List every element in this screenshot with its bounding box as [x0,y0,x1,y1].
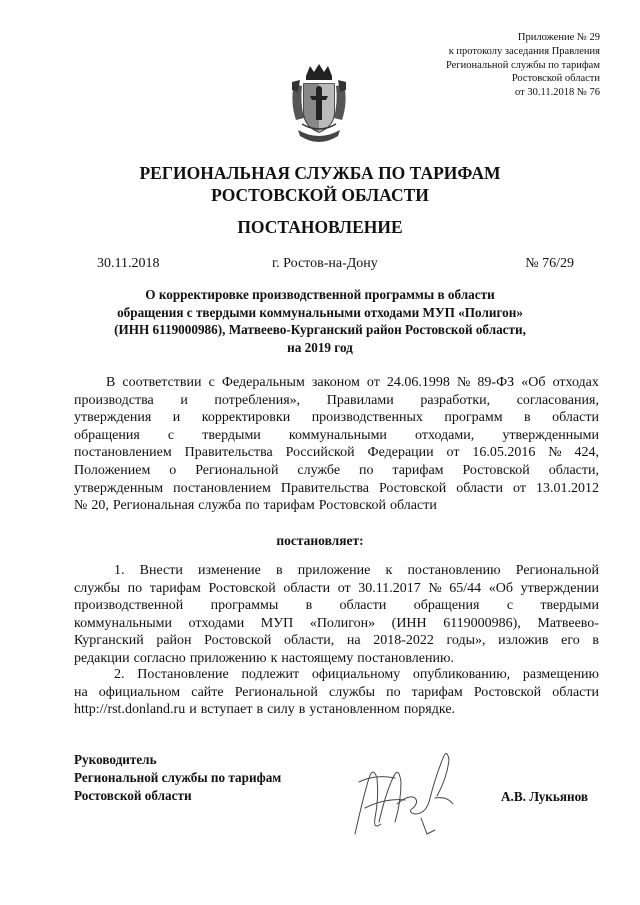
paragraph-line: обращения с твердыми коммунальными отходами, утвержденными [74,427,599,443]
document-number: № 76/29 [525,256,574,271]
agency-name [0,162,640,206]
appendix-line: Региональной службы по тарифам [445,59,600,71]
paragraph-line: службы по тарифам Ростовской области от 30.11.2017 № 65/44 «Об утверждении [74,580,599,596]
document-type: ПОСТАНОВЛЕНИЕ [237,217,403,237]
paragraph-line: 2. Постановление подлежит официальному опубликованию, размещению [114,667,599,682]
paragraph-line: редакции согласно приложению к настоящему постановлению. [74,650,454,666]
subject-line: О корректировке производственной программы в области [145,287,495,302]
appendix-note [320,31,600,100]
paragraph-line: коммунальными отходами МУП «Полигон» (ИНН 6119000986), Матвеево- [74,615,599,631]
agency-name-line1: РЕГИОНАЛЬНАЯ СЛУЖБА ПО ТАРИФАМ [139,163,501,183]
handwritten-signature-icon [335,738,475,848]
paragraph-line: 1. Внести изменение в приложение к постановлению Региональной [114,563,599,578]
document-date: 30.11.2018 [97,256,160,271]
paragraph-line: утвержденным постановлением Правительства Ростовской области от 13.01.2012 [74,480,599,496]
paragraph-line: на официальном сайте Региональной службы по тарифам Ростовской области [74,684,599,700]
signatory-name: А.В. Лукьянов [501,789,588,804]
paragraph-line: http://rst.donland.ru и вступает в силу в установленном порядке. [74,702,456,718]
signatory-title-line1: Руководитель [74,752,157,767]
paragraph-line: В соответствии с Федеральным законом от 24.06.1998 № 89-ФЗ «Об отходах [106,375,599,390]
document-city: г. Ростов-на-Дону [272,256,378,271]
item-2-paragraph [74,666,599,719]
paragraph-line: производственной программы в области обращения с твердыми [74,598,599,614]
subject-line: обращения с твердыми коммунальными отходами МУП «Полигон» [117,304,523,320]
paragraph-line: производства и потребления», Правилами разработки, согласования, [74,392,599,408]
appendix-line: Ростовской области [511,73,600,85]
subject-line: (ИНН 6119000986), Матвеево-Курганский район Ростовской области, [114,322,526,337]
appendix-line: от 30.11.2018 № 76 [515,87,600,99]
signatory-title-line2: Региональной службы по тарифам [74,770,282,785]
paragraph-line: Курганский район Ростовской области, на 2018-2022 годы», изложив его в [74,633,599,649]
subject-line: на 2019 год [287,339,353,355]
appendix-line: Приложение № 29 [517,32,600,43]
paragraph-line: постановлением Правительства Российской Федерации от 16.05.2016 № 424, [74,445,599,461]
rostov-coat-of-arms-icon [288,62,350,150]
paragraph-line: № 20, Региональная служба по тарифам Ростовской области [74,498,437,514]
paragraph-line: утверждения и корректировки производственных программ в области [74,410,599,426]
paragraph-line: Положением о Региональной службе по тарифам Ростовской области, [74,462,599,478]
document-subject [60,286,580,356]
decision-word: постановляет: [276,533,364,548]
appendix-line: к протоколу заседания Правления [448,45,600,57]
signatory-title [74,751,281,805]
signatory-title-line3: Ростовской области [74,788,192,803]
item-1-paragraph [74,562,599,668]
agency-name-line2: РОСТОВСКОЙ ОБЛАСТИ [211,185,429,205]
preamble-paragraph [74,374,599,515]
